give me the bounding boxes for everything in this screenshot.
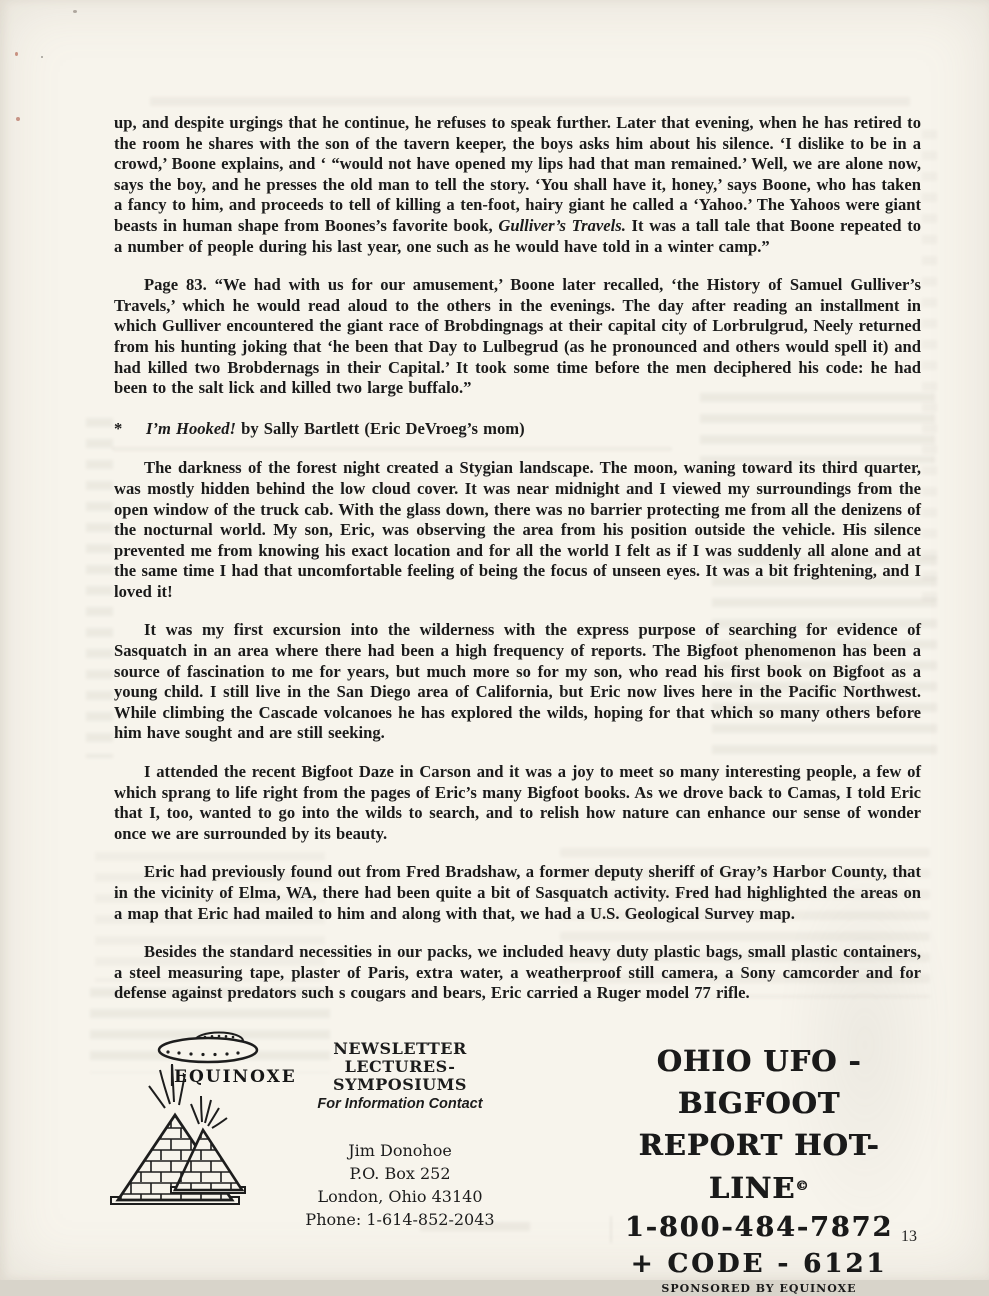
newsletter-label: NEWSLETTER xyxy=(333,1039,467,1058)
paragraph-pack-necessities: Besides the standard necessities in our packs, we included heavy duty plastic bags, small plastic containers, a steel measuring tape, plaster of Paris, extra water, a weatherproof still camera, a Sony camcorder and for defense against predators such s cougars and bears, Eric carried a Ruger model 77 rifle. xyxy=(114,942,921,1003)
contact-pobox: P.O. Box 252 xyxy=(349,1164,451,1183)
bleedthrough-artifact xyxy=(150,97,910,114)
paragraph-first-excursion: It was my first excursion into the wilderness with the express purpose of searching for evidence of Sasquatch in an area where there had been a high frequency of reports. The Bigfoot phenomenon has been a source of fascination to me for years, but much more so for my son, who read his first book on Bigfoot as a young child. I still live in the San Diego area of California, but Eric now lives here in the Pacific Northwest. While climbing the Cascade volcanoes he has explored the wilds, hoping for that which so many others before him have sought and are still seeking. xyxy=(114,620,921,743)
paragraph-text: It was a tall tale that Boone repeated to a number of people during his last year, one such as he would have told in a winter camp.” xyxy=(114,215,922,256)
paper-speck xyxy=(16,117,20,121)
paragraph-text: up, and despite urgings that he continue, he refuses to speak further. Later that evening, when he has retired to the room he shares with the son of the tavern keeper, the boys asks him about his silence. ‘I dislike to be in a crowd,’ Boone explains, and ‘ “would not have opened my lips had that man remained.’ Well, we are alone now, says the boy, and he presses the old man to tell the story. ‘You shall have it, honey,’ says Boone, who has taken a fancy to him, and proceeds to tell of killing a ten-foot, hairy giant he called a ‘Yahoo.’ The Yahoos were giant beasts in human shape from Boones’s favorite book, xyxy=(114,113,921,235)
ufo-saucer-icon xyxy=(159,1033,257,1063)
book-title-gullivers-travels: Gulliver’s Travels. xyxy=(498,215,626,235)
spacer xyxy=(295,1113,505,1139)
paragraph-boone-yahoo xyxy=(114,113,921,257)
paragraph-page83: Page 83. “We had with us for our amusement,’ Boone later recalled, ‘the History of Samuel Gulliver’s Travels,’ which he would read aloud to the others in the evenings. The day after reading an installment in which Gulliver encountered the giant race of Brobdingnags at their capital city of Lorbrulgrud, Neely returned from his hunting joking that ‘he been that Day to Lulbegrud (as he pronounced and others would spell it) and had killed two Brobdernags in their Capital.’ It took some time before the men deciphered his code: he had been to the salt lick and killed two large buffalo.” xyxy=(114,275,921,398)
for-information-label: For Information Contact xyxy=(317,1096,483,1112)
logo-text: EQUINOXE xyxy=(174,1067,297,1087)
article-title: I’m Hooked! xyxy=(146,418,236,438)
bleedthrough-line xyxy=(610,1216,612,1243)
paper-speck xyxy=(15,52,18,56)
paragraph-fred-bradshaw: Eric had previously found out from Fred Bradshaw, a former deputy sheriff of Gray’s Harbor County, that in the vicinity of Elma, WA, there had been quite a bit of Sasquatch activity. Fred had highlighted the areas on a map that Eric had mailed to him and along with that, we had a U.S. Geological Survey map. xyxy=(114,862,921,923)
lectures-label: LECTURES-SYMPOSIUMS xyxy=(333,1057,467,1094)
article-byline: by Sally Bartlett (Eric DeVroeg’s mom) xyxy=(235,418,525,438)
page-number: 13 xyxy=(901,1228,917,1245)
copyright-symbol: © xyxy=(795,1179,810,1194)
hotline-ad xyxy=(613,1040,905,1296)
section-heading-im-hooked xyxy=(114,419,921,440)
paper-speck xyxy=(41,56,43,58)
hotline-phone-number: 1-800-484-7872 xyxy=(624,1212,894,1243)
hotline-code: + CODE - 6121 xyxy=(630,1249,888,1279)
article-body xyxy=(114,113,921,1022)
hotline-title-line2 xyxy=(613,1124,905,1209)
contact-phone: Phone: 1-614-852-2043 xyxy=(305,1210,495,1229)
newsletter-contact-block xyxy=(295,1040,505,1231)
hotline-title-text: REPORT HOT-LINE xyxy=(638,1128,880,1205)
bleedthrough-artifact xyxy=(86,418,113,758)
paragraph-bigfoot-daze: I attended the recent Bigfoot Daze in Carson and it was a joy to meet so many interesting people, a few of which sprang to life right from the pages of Eric’s many Bigfoot books. As we drove back to Camas, I told Eric that I, too, wanted to go into the wilds to search, and to relish how nature can enhance our sense of wonder once we are surrounded by its beauty. xyxy=(114,762,921,843)
bleedthrough-artifact xyxy=(922,130,937,610)
hotline-title-line1: OHIO UFO - BIGFOOT xyxy=(656,1044,862,1120)
hotline-sponsor: SPONSORED BY EQUINOXE xyxy=(661,1282,857,1295)
paper-speck xyxy=(73,10,77,13)
paragraph-stygian-landscape: The darkness of the forest night created a Stygian landscape. The moon, waning toward its third quarter, was mostly hidden behind the low cloud cover. It was near midnight and I viewed my surroundings from the open window of the truck cab. With the glass down, there was no barrier protecting me from all the denizens of the nocturnal world. My son, Eric, was observing the area from his position outside the vehicle. His silence prevented me from knowing his exact location and for all the world I felt as if I was suddenly all alone and at the same time I had that uncomfortable feeling of being the focus of unseen eyes. It was a bit frightening, and I loved it! xyxy=(114,458,921,601)
heading-asterisk: * xyxy=(114,418,123,438)
contact-city: London, Ohio 43140 xyxy=(317,1187,483,1206)
contact-name: Jim Donohoe xyxy=(348,1141,452,1160)
